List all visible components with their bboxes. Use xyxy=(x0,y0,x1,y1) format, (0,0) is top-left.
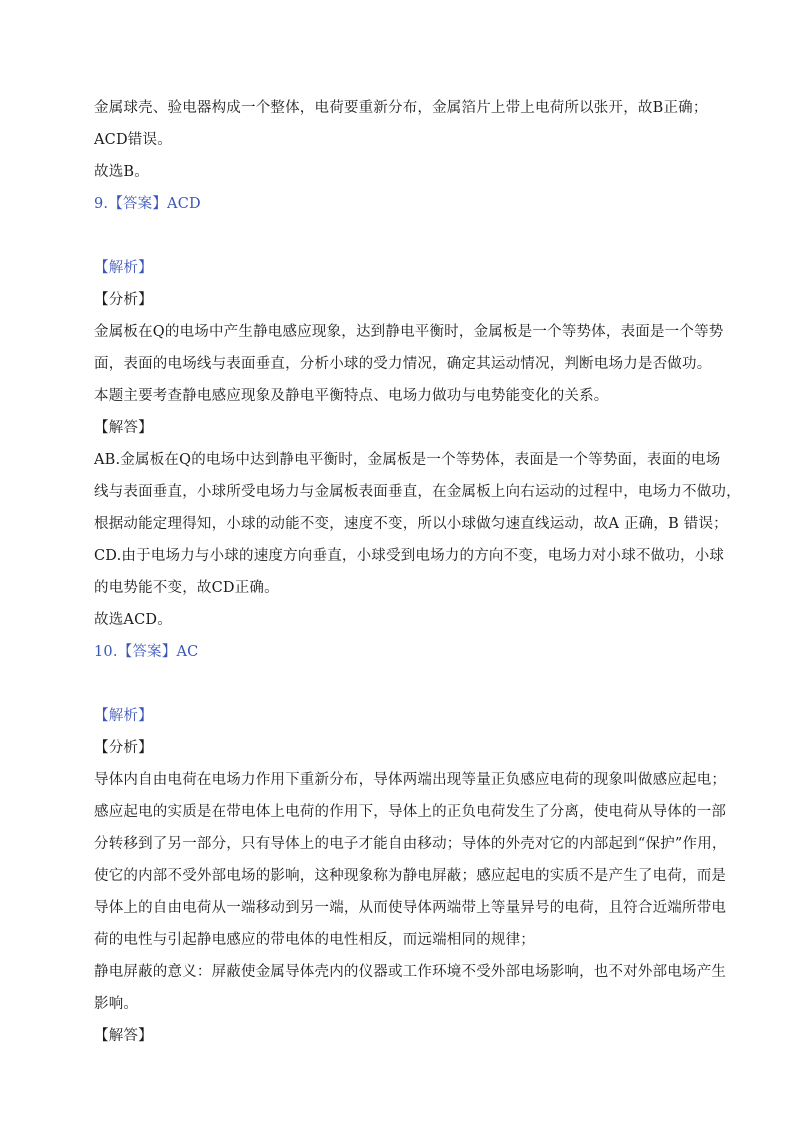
blank-line xyxy=(94,220,716,252)
paragraph-line: 影响。 xyxy=(94,996,139,1012)
answer-heading-10: 10.【答案】AC xyxy=(94,644,199,660)
paragraph-line: 使它的内部不受外部电场的影响，这种现象称为静电屏蔽；感应起电的实质不是产生了电荷，而是 xyxy=(94,868,727,884)
paragraph-line: 根据动能定理得知，小球的动能不变，速度不变，所以小球做匀速直线运动，故A 正确，B 错误； xyxy=(94,516,728,532)
paragraph-line: 导体上的自由电荷从一端移动到另一端，从而使导体两端带上等量异号的电荷，且符合近端所带电 xyxy=(94,900,727,916)
analysis-heading: 【解析】 xyxy=(94,260,153,276)
paragraph-line: 故选ACD。 xyxy=(94,612,172,628)
paragraph-line: 线与表面垂直，小球所受电场力与金属板表面垂直，在金属板上向右运动的过程中，电场力不做功， xyxy=(94,484,741,500)
answer-heading-9: 9.【答案】ACD xyxy=(94,196,201,212)
paragraph-line: ACD错误。 xyxy=(94,132,172,148)
paragraph-line: 本题主要考查静电感应现象及静电平衡特点、电场力做功与电势能变化的关系。 xyxy=(94,388,609,404)
paragraph-line: 故选B。 xyxy=(94,164,149,180)
paragraph-line: CD.由于电场力与小球的速度方向垂直，小球受到电场力的方向不变，电场力对小球不做功，小球 xyxy=(94,548,725,564)
paragraph-line: 分转移到了另一部分，只有导体上的电子才能自由移动；导体的外壳对它的内部起到“保护”作用， xyxy=(94,836,727,852)
blank-line xyxy=(94,668,716,700)
paragraph-line: 感应起电的实质是在带电体上电荷的作用下，导体上的正负电荷发生了分离，使电荷从导体的一部 xyxy=(94,804,727,820)
analysis-heading: 【解析】 xyxy=(94,708,153,724)
paragraph-line: 的电势能不变，故CD正确。 xyxy=(94,580,279,596)
paragraph-line: 金属球壳、验电器构成一个整体，电荷要重新分布，金属箔片上带上电荷所以张开，故B正确； xyxy=(94,100,708,116)
section-label-solution: 【解答】 xyxy=(94,420,153,436)
paragraph-line: 金属板在Q的电场中产生静电感应现象，达到静电平衡时，金属板是一个等势体，表面是一个等势 xyxy=(94,324,724,340)
section-label-analysis: 【分析】 xyxy=(94,740,153,756)
paragraph-line: 静电屏蔽的意义：屏蔽使金属导体壳内的仪器或工作环境不受外部电场影响，也不对外部电场产生 xyxy=(94,964,727,980)
section-label-solution: 【解答】 xyxy=(94,1028,153,1044)
paragraph-line: AB.金属板在Q的电场中达到静电平衡时，金属板是一个等势体，表面是一个等势面，表面的电场 xyxy=(94,452,721,468)
paragraph-line: 导体内自由电荷在电场力作用下重新分布，导体两端出现等量正负感应电荷的现象叫做感应起电； xyxy=(94,772,727,788)
document-body xyxy=(94,92,741,1052)
section-label-analysis: 【分析】 xyxy=(94,292,153,308)
paragraph-line: 荷的电性与引起静电感应的带电体的电性相反，而远端相同的规律； xyxy=(94,932,535,948)
paragraph-line: 面，表面的电场线与表面垂直，分析小球的受力情况，确定其运动情况，判断电场力是否做功。 xyxy=(94,356,712,372)
